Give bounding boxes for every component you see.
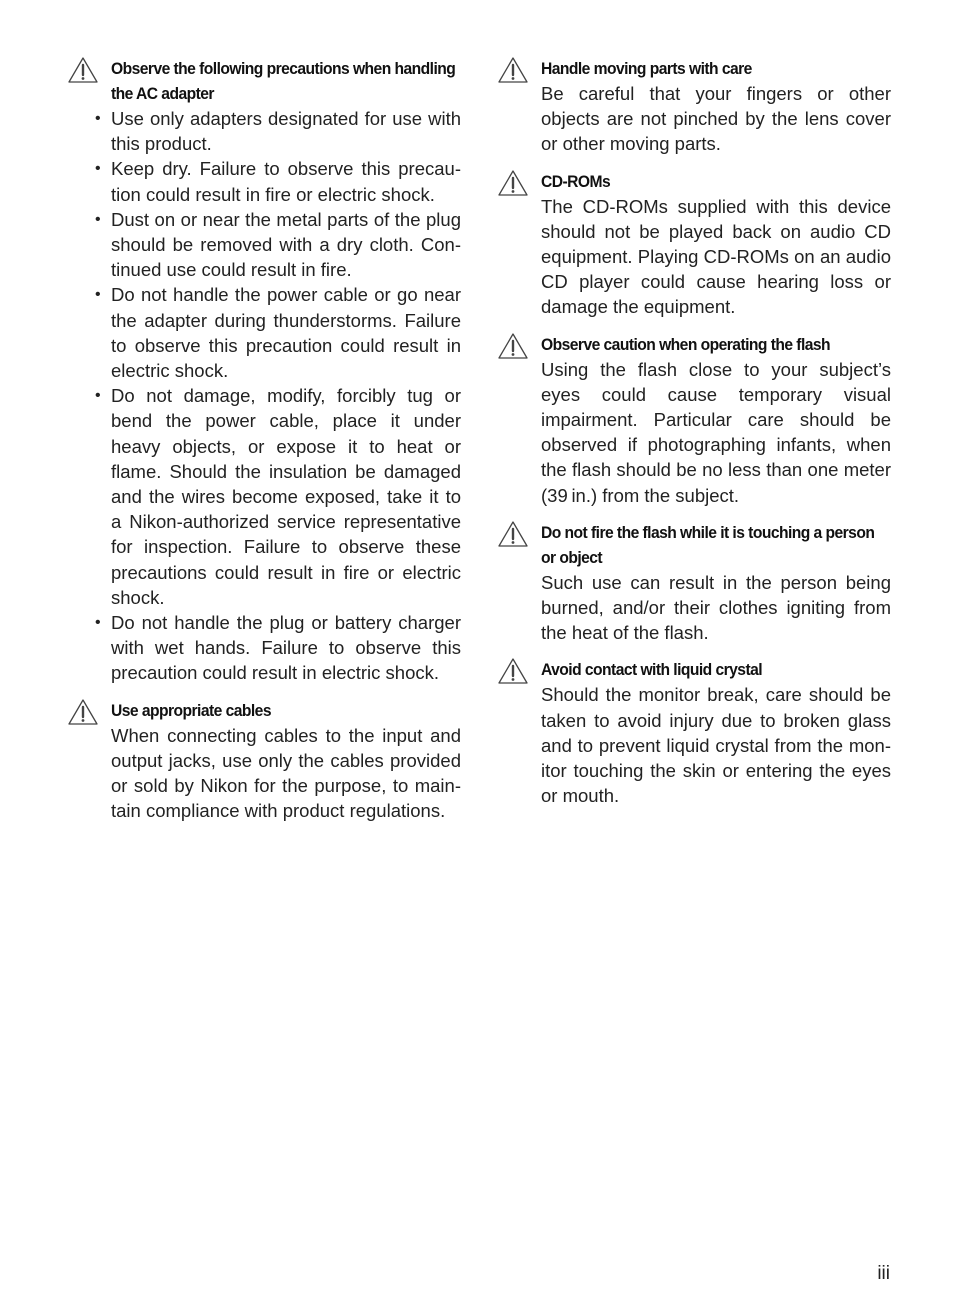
section-heading: or object (541, 547, 603, 567)
section-liquid-crystal (497, 657, 891, 808)
warning-triangle-icon (67, 698, 99, 726)
section-body: Should the monitor break, care should be taken to avoid injury due to broken glass and to prevent liquid crystal from the monitor touching the skin or entering the eyes or mouth. (541, 684, 891, 807)
page-number: iii (877, 1263, 890, 1284)
list-item: • Dust on or near the metal parts of the plug should be removed with a dry cloth. Continued use could result in fire. (95, 208, 461, 281)
list-item: • Do not handle the plug or battery charger with wet hands. Failure to observe this precaution could result in electric shock. (95, 612, 461, 684)
left-column (67, 56, 461, 835)
section-heading: the AC adapter (111, 84, 214, 103)
warning-triangle-icon (497, 657, 529, 685)
list-item: • Do not handle the power cable or go near the adapter during thunderstorms. Failure to observe this precaution could result in electric shock. (95, 284, 461, 382)
precaution-list (95, 106, 461, 686)
warning-triangle-icon (67, 56, 99, 84)
section-heading: Use appropriate cables (111, 700, 271, 720)
section-cd-roms (497, 169, 891, 320)
section-flash-touching (497, 520, 891, 646)
warning-triangle-icon (497, 56, 529, 84)
section-body: When connecting cables to the input and output jacks, use only the cables provided or sold by Nikon for the purpose, to maintain compliance with product regulations. (111, 724, 461, 822)
right-column (497, 56, 891, 820)
warning-triangle-icon (497, 332, 529, 360)
section-body: Using the flash close to your subject’s eyes could cause temporary visual impairment. Particular care should be observed if photographing infants, when the flash should be no less than one meter (39 in.) from the subject. (541, 358, 891, 506)
section-cables (67, 698, 461, 824)
section-body: The CD-ROMs supplied with this device should not be played back on audio CD equipment. Playing CD-ROMs on an audio CD player could cause hearing loss or damage the equipment. (541, 195, 891, 318)
section-body: Be careful that your fingers or other objects are not pinched by the lens cover or other moving parts. (541, 83, 891, 155)
section-heading: Observe caution when operating the flash (541, 334, 831, 354)
section-ac-adapter (67, 56, 461, 686)
section-flash-caution (497, 332, 891, 508)
list-item: • Keep dry. Failure to observe this precaution could result in fire or electric shock. (95, 158, 461, 205)
warning-triangle-icon (497, 520, 529, 548)
section-heading: Avoid contact with liquid crystal (541, 660, 763, 680)
section-body: Such use can result in the person being burned, and/or their clothes igniting from the heat of the flash. (541, 571, 891, 644)
section-heading: Observe the following precautions when handling (111, 59, 456, 78)
section-heading: Handle moving parts with care (541, 59, 752, 78)
list-item: • Use only adapters designated for use with this product. (95, 108, 461, 155)
section-heading: CD-ROMs (541, 171, 611, 191)
list-item: • Do not damage, modify, forcibly tug or bend the power cable, place it under heavy objects, or expose it to heat or flame. Should the insulation be damaged and the wires become exposed, take it to a Nikon-authorized service representative for inspection. Failure to observe these precautions could result in fire or electric shock. (95, 385, 461, 608)
warning-triangle-icon (497, 169, 529, 197)
section-moving-parts (497, 56, 891, 157)
section-heading: Do not fire the flash while it is touching a person (541, 522, 875, 542)
